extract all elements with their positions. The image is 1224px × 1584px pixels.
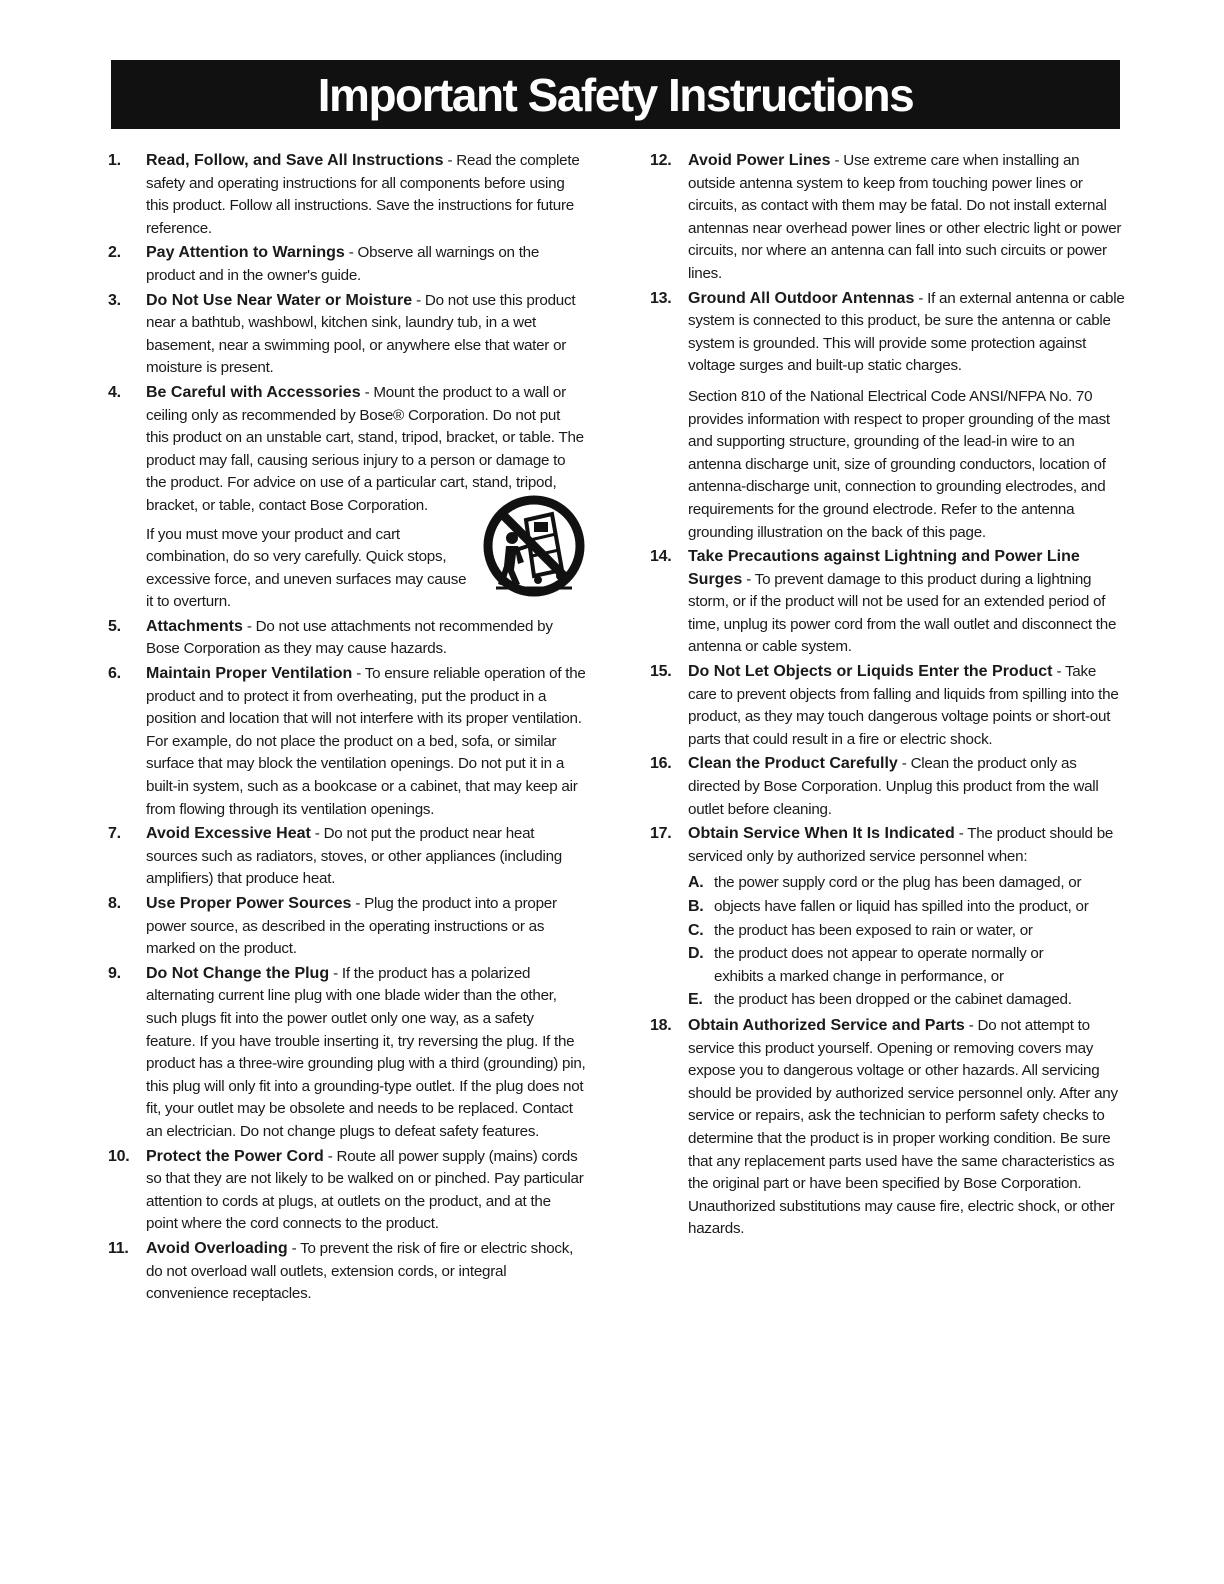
item-number: 3. [108,291,121,309]
item-number: 1. [108,152,121,169]
item-text: - Do not use this product near a bathtub, washbowl, kitchen sink, laundry tub, in a wet basement, near a swimming pool, or anywhere else that water or moisture is present. [146,291,576,377]
sub-item-letter: E. [688,991,703,1009]
item-text: - Do not attempt to service this product yourself. Opening or removing covers may expose you to dangerous voltage or other hazards. All servicing should be provided by authorized service personnel only. After any service or repairs, ask the technician to perform safety checks to determine that the product is in proper working condition. Be sure that any replacement parts used have the same characteristics as the original part or have been specified by Bose Corporation. Unauthorized substitutions may cause fire, electric shock, or other hazards. [688,1016,1118,1238]
item-text: - Use extreme care when installing an outside antenna system to keep from touching power lines or circuits, as contact with them may be fatal. Do not install external antennas near overhead power lines or other electric light or power circuits, nor where an antenna can fall into such circuits or power lines. [688,152,1122,282]
item-heading: Take Precautions against Lightning and Power Line Surges [688,548,1080,588]
sub-item-text: objects have fallen or liquid has spilled into the product, or [714,898,1089,915]
item-text: - Mount the product to a wall or ceiling only as recommended by Bose® Corporation. Do not put this product on an unstable cart, stand, tripod, bracket, or table. The product may fall, causing serious injury to a person or damage to the product. For advice on use of a particular cart, stand, tripod, bracket, or table, contact Bose Corporation. [146,383,584,514]
instruction-item-6 [108,663,586,821]
item-number: 17. [650,825,672,843]
item-heading: Pay Attention to Warnings [146,244,345,262]
item-heading: Use Proper Power Sources [146,895,352,912]
item-heading: Avoid Power Lines [688,152,831,169]
item-number: 8. [108,895,121,912]
item-paragraph: Section 810 of the National Electrical Code ANSI/NFPA No. 70 provides information with respect to proper grounding of the mast and supporting structure, grounding of the lead-in wire to an antenna discharge unit, size of grounding conductors, location of antenna-discharge unit, connection to grounding electrodes, and requirements for the ground electrode. Refer to the antenna grounding illustration on the back of this page. [688,387,1110,541]
instruction-item-10 [108,1146,586,1236]
item-number: 12. [650,152,672,169]
sub-item-letter: C. [688,921,704,939]
item-body [146,963,586,1144]
item-body [688,546,1126,659]
item-body [688,823,1126,1013]
item-number: 7. [108,825,121,843]
instruction-item-16 [650,753,1126,821]
item-number: 18. [650,1016,672,1034]
item-heading: Do Not Change the Plug [146,964,330,982]
item-heading: Read, Follow, and Save All Instructions [146,152,444,169]
instruction-item-11 [108,1238,586,1306]
instruction-item-9 [108,963,586,1144]
sub-item-text: the product does not appear to operate normally or exhibits a marked change in performance, or [714,945,1044,985]
item-number: 10. [108,1147,130,1165]
item-text: - Take care to prevent objects from falling and liquids from spilling into the product, as they may touch dangerous voltage points or short-out parts that could result in a fire or electric shock. [688,663,1119,748]
item-body [146,290,586,380]
item-heading: Attachments [146,617,243,635]
title-banner [111,60,1120,129]
instruction-item-14 [650,546,1126,659]
item-heading: Avoid Excessive Heat [146,825,311,843]
item-body [146,382,586,614]
item-number: 15. [650,663,672,681]
item-body [146,1146,586,1236]
item-body [688,661,1126,751]
item-body [688,1015,1126,1241]
item-body [688,753,1126,821]
sub-item-d [688,943,1126,988]
item-text: - Observe all warnings on the product and in the owner's guide. [146,244,540,284]
instruction-item-3 [108,290,586,380]
instruction-item-8 [108,893,586,961]
sub-item-a [688,872,1126,895]
item-text: - Do not put the product near heat sources such as radiators, stoves, or other appliances (including amplifiers) that produce heat. [146,825,562,888]
item-heading: Obtain Service When It Is Indicated [688,825,955,843]
sub-item-e [688,989,1126,1012]
item-paragraph: If you must move your product and cart combination, do so very carefully. Quick stops, excessive force, and uneven surfaces may cause it to overturn. [146,525,467,611]
left-column [108,150,586,1308]
item-text: - Do not use attachments not recommended by Bose Corporation as they may cause hazards. [146,617,553,658]
item-number: 13. [650,289,672,307]
item-heading: Be Careful with Accessories [146,383,361,401]
item-heading: Maintain Proper Ventilation [146,665,353,683]
sub-item-text: the power supply cord or the plug has been damaged, or [714,874,1082,892]
item-text: - Route all power supply (mains) cords so that they are not likely to be walked on or pinched. Pay particular attention to cords at plugs, at outlets on the product, and at the point where the cord connects to the product. [146,1147,584,1233]
item-heading: Obtain Authorized Service and Parts [688,1016,965,1034]
item-number: 5. [108,617,121,635]
item-heading: Clean the Product Carefully [688,755,898,773]
item-number: 6. [108,665,121,683]
item-number: 9. [108,964,121,982]
sub-item-b [688,896,1126,919]
item-text: - The product should be serviced only by authorized service personnel when: [688,825,1114,865]
item-heading: Do Not Use Near Water or Moisture [146,291,413,309]
instruction-item-2 [108,242,586,287]
sub-item-letter: D. [688,945,704,963]
page-title: Important Safety Instructions [317,68,914,121]
item-body [146,242,586,287]
right-column [650,150,1126,1243]
instruction-item-17 [650,823,1126,1013]
item-body [146,663,586,821]
service-conditions-list [688,872,1126,1012]
instruction-item-5 [108,616,586,661]
instruction-item-4 [108,382,586,614]
item-heading: Avoid Overloading [146,1239,288,1257]
sub-item-letter: A. [688,874,704,892]
item-body [146,150,586,240]
item-text: - To ensure reliable operation of the product and to protect it from overheating, put the product in a position and location that will not interfere with its proper ventilation. For example, do not place the product on a bed, sofa, or similar surface that may block the ventilation openings. Do not put it in a built-in system, such as a bookcase or a cabinet, that may keep air from flowing through its ventilation openings. [146,665,586,818]
item-body [688,150,1126,286]
item-text: - To prevent the risk of fire or electric shock, do not overload wall outlets, extension cords, or integral convenience receptacles. [146,1239,574,1303]
instruction-item-12 [650,150,1126,286]
cart-tip-over-warning-icon [482,490,586,602]
item-body [146,616,586,661]
sub-item-c [688,920,1126,943]
item-body [146,893,586,961]
cart-warning-block [146,524,586,614]
item-number: 11. [108,1239,129,1257]
item-text: - Read the complete safety and operating instructions for all components before using this product. Follow all instructions. Save the instructions for future reference. [146,152,580,237]
instruction-item-1 [108,150,586,240]
item-number: 14. [650,548,672,566]
item-body [146,823,586,891]
instruction-item-13 [650,288,1126,545]
item-text: - Plug the product into a proper power source, as described in the operating instructions or as marked on the product. [146,895,557,958]
instruction-item-15 [650,661,1126,751]
item-text: - If an external antenna or cable system is connected to this product, be sure the antenna or cable system is grounded. This will provide some protection against voltage surges and built-up static charges. [688,289,1125,375]
instruction-item-18 [650,1015,1126,1241]
sub-item-text: the product has been exposed to rain or water, or [714,921,1033,939]
sub-item-letter: B. [688,898,704,915]
item-number: 2. [108,244,121,262]
item-text: - If the product has a polarized alternating current line plug with one blade wider than the other, such plugs fit into the power outlet only one way, as a safety feature. If you have trouble inserting it, try reversing the plug. If the product has a three-wire grounding plug with a third (grounding) pin, this plug will only fit into a grounding-type outlet. If the plug does not fit, your outlet may be obsolete and needs to be replaced. Contact an electrician. Do not change plugs to defeat safety features. [146,964,586,1140]
item-heading: Ground All Outdoor Antennas [688,289,915,307]
item-body [146,1238,586,1306]
item-heading: Do Not Let Objects or Liquids Enter the Product [688,663,1053,681]
item-body [688,288,1126,545]
sub-item-text: the product has been dropped or the cabinet damaged. [714,991,1072,1009]
item-heading: Protect the Power Cord [146,1147,324,1165]
instruction-item-7 [108,823,586,891]
item-number: 16. [650,755,672,773]
item-text: - To prevent damage to this product during a lightning storm, or if the product will not be used for an extended period of time, unplug its power cord from the wall outlet and disconnect the antenna or cable system. [688,570,1117,656]
item-number: 4. [108,383,121,401]
item-text: - Clean the product only as directed by Bose Corporation. Unplug this product from the wall outlet before cleaning. [688,755,1099,818]
